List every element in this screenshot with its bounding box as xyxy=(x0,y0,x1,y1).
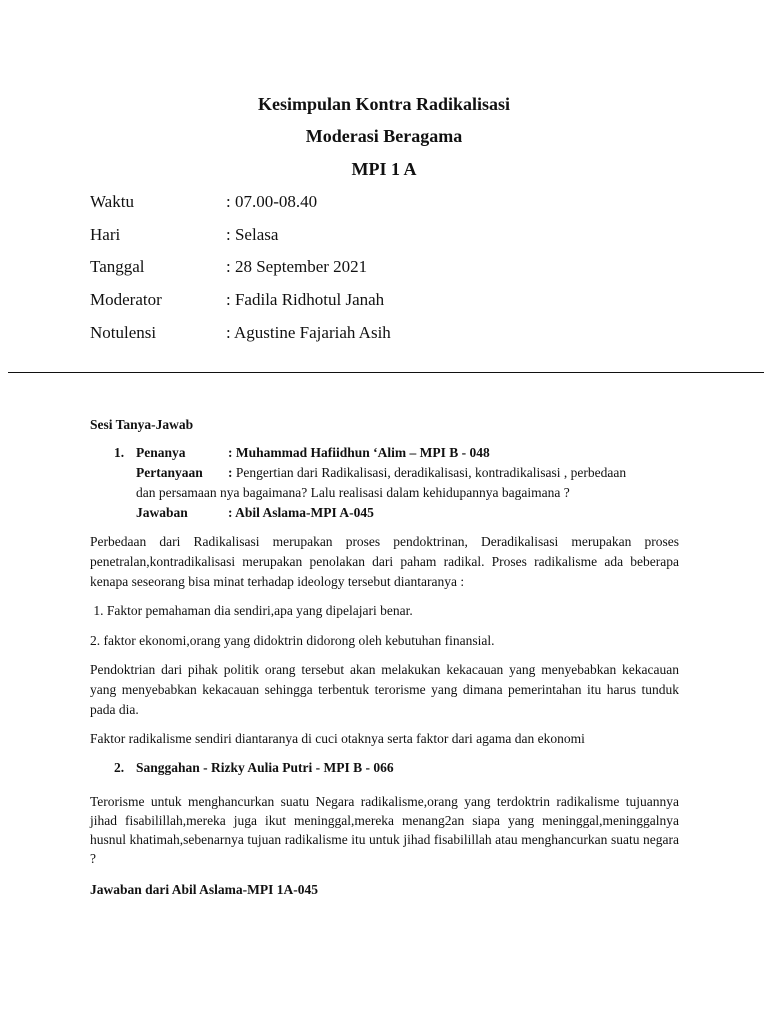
info-label: Notulensi xyxy=(90,323,157,342)
info-value: : Fadila Ridhotul Janah xyxy=(226,290,385,309)
paragraph-6: Terorisme untuk menghancurkan suatu Negara radikalisme,orang yang terdoktrin radikalisme tujuannya jihad fisabilillah,mereka juga ikut meninggal,mereka menang2an siapa yang meninggal,meninggalnya husnul khatimah,sebenarnya tujuan radikalisme itu untuk jihad fisabilillah atau menghancurkan suatu negara ? xyxy=(90,794,679,866)
document-title: Kesimpulan Kontra Radikalisasi xyxy=(257,94,511,114)
info-value: : 28 September 2021 xyxy=(226,257,368,276)
pertanyaan-label: Pertanyaan xyxy=(136,465,203,480)
info-label: Moderator xyxy=(90,290,162,309)
info-label: Tanggal xyxy=(90,257,145,276)
paragraph-5: Faktor radikalisme sendiri diantaranya di cuci otaknya serta faktor dari agama dan ekonomi xyxy=(90,731,585,746)
penanya-value: : Muhammad Hafiidhun ‘Alim – MPI B - 048 xyxy=(228,445,490,460)
info-row-moderator xyxy=(90,290,690,312)
pertanyaan-text-2: dan persamaan nya bagaimana? Lalu realisasi dalam kehidupannya bagaimana ? xyxy=(136,485,570,500)
item-number-2: 2. xyxy=(114,760,125,775)
penanya-line xyxy=(136,443,696,463)
info-row-hari xyxy=(90,225,690,247)
section-divider xyxy=(8,372,764,373)
info-row-notulensi xyxy=(90,323,690,345)
sanggahan-heading: Sanggahan - Rizky Aulia Putri - MPI B - 066 xyxy=(136,760,394,775)
pertanyaan-line xyxy=(136,463,681,482)
info-label: Hari xyxy=(90,225,121,244)
pertanyaan-text-1: Pengertian dari Radikalisasi, deradikalisasi, kontradikalisasi , perbedaan xyxy=(235,465,627,480)
jawaban-value: : Abil Aslama-MPI A-045 xyxy=(228,505,374,520)
answer-heading: Jawaban dari Abil Aslama-MPI 1A-045 xyxy=(90,882,319,897)
item-number-1: 1. xyxy=(114,445,125,460)
pertanyaan-colon: : xyxy=(228,465,233,480)
paragraph-4: Pendoktrian dari pihak politik orang tersebut akan melakukan kekacauan yang menyebabkan kekacauan yang menyebabkan kekacauan sehingga terbentuk terorisme yang dimana pemerintahan itu harus tunduk pada dia. xyxy=(90,662,679,717)
paragraph-2: 1. Faktor pemahaman dia sendiri,apa yang dipelajari benar. xyxy=(90,603,413,618)
document-subtitle: Moderasi Beragama xyxy=(305,126,463,146)
info-value: : Agustine Fajariah Asih xyxy=(226,323,391,342)
info-row-tanggal xyxy=(90,257,690,279)
document-class: MPI 1 A xyxy=(351,159,417,179)
info-value: : 07.00-08.40 xyxy=(226,192,318,211)
paragraph-3: 2. faktor ekonomi,orang yang didoktrin didorong oleh kebutuhan finansial. xyxy=(90,633,495,648)
info-row-waktu xyxy=(90,192,690,214)
jawaban-line xyxy=(136,503,696,523)
info-value: : Selasa xyxy=(226,225,279,244)
jawaban-label: Jawaban xyxy=(136,505,188,520)
penanya-label: Penanya xyxy=(136,445,186,460)
paragraph-1: Perbedaan dari Radikalisasi merupakan proses pendoktrinan, Deradikalisasi merupakan proses penetralan,kontradikalisasi merupakan penolakan dari paham radikal. Proses radikalisme ada beberapa kenapa seseorang bisa minat terhadap ideology tersebut diantaranya : xyxy=(90,534,679,589)
info-label: Waktu xyxy=(90,192,134,211)
session-heading: Sesi Tanya-Jawab xyxy=(90,417,194,432)
